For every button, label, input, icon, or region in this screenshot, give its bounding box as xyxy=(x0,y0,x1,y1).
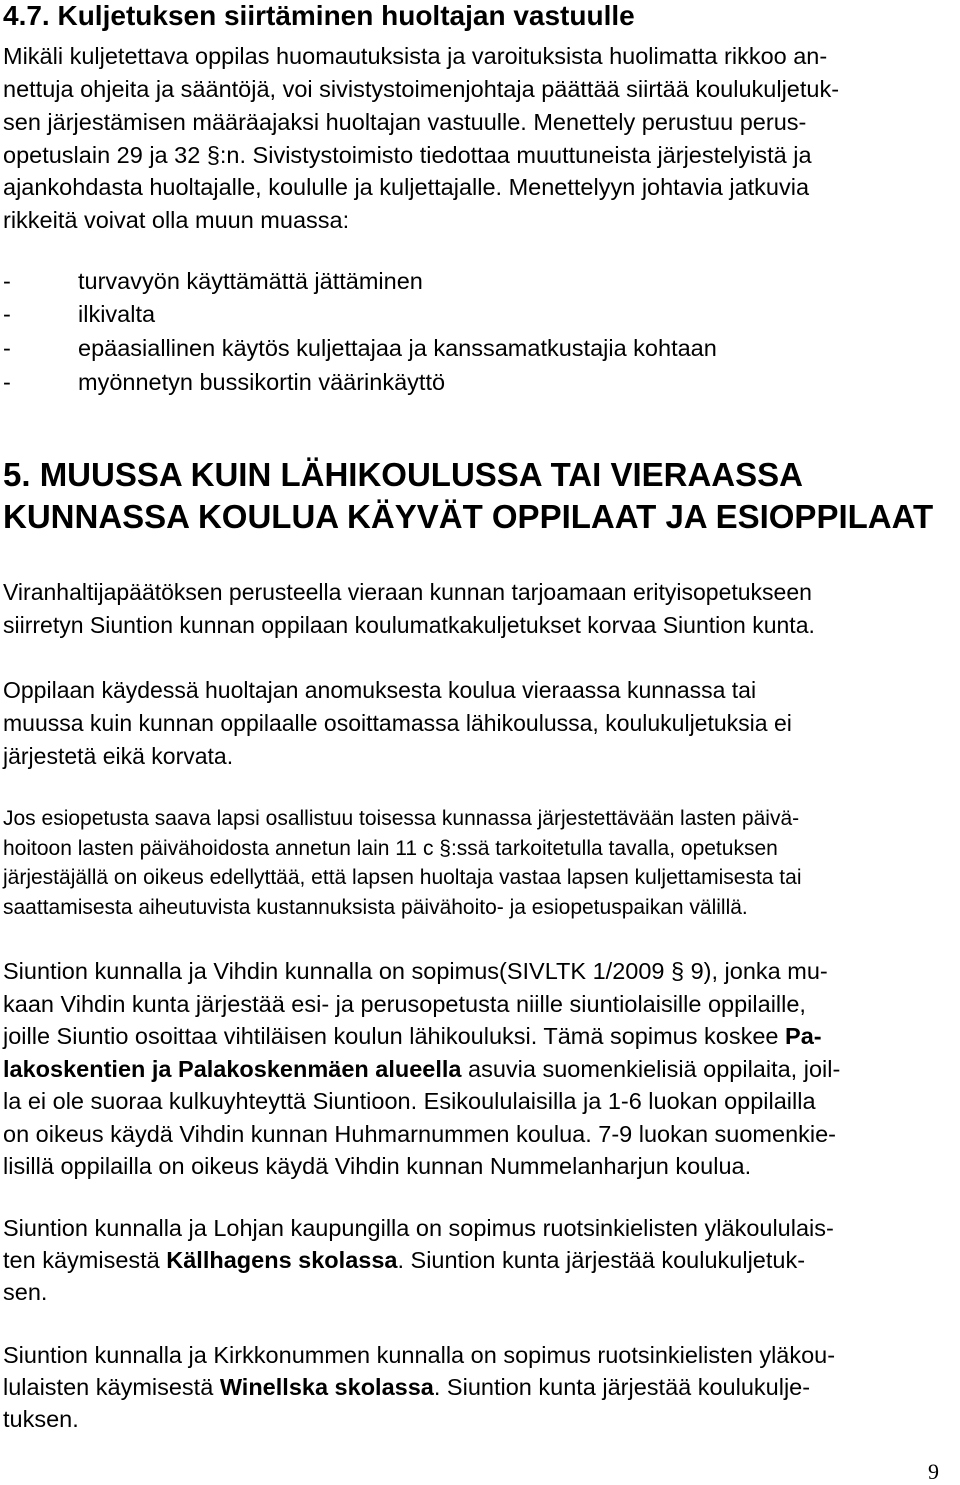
paragraph-line: Siuntion kunnalla ja Lohjan kaupungilla on sopimus ruotsinkielisten yläkoululais- xyxy=(3,1215,834,1241)
paragraph-line: sen järjestämisen määräajaksi huoltajan vastuulle. Menettely perustuu perus- xyxy=(3,109,807,135)
paragraph-line: kaan Vihdin kunta järjestää esi- ja perusopetusta niille siuntiolaisille oppilaille, xyxy=(3,991,806,1017)
paragraph-line: järjestäjällä on oikeus edellyttää, että lapsen huoltaja vastaa lapsen kuljettamisesta tai xyxy=(3,866,802,889)
paragraph-line: muussa kuin kunnan oppilaalle osoittamassa lähikoulussa, koulukuljetuksia ei xyxy=(3,710,792,736)
bold-text: Pa- xyxy=(785,1023,822,1049)
list-item: turvavyön käyttämättä jättäminen xyxy=(78,268,423,294)
paragraph-line: Jos esiopetusta saava lapsi osallistuu toisessa kunnassa järjestettävään lasten päivä- xyxy=(3,807,800,830)
paragraph-line: hoitoon lasten päivähoidosta annetun lain 11 c §:ssä tarkoitetulla tavalla, opetuksen xyxy=(3,837,778,860)
list-item: myönnetyn bussikortin väärinkäyttö xyxy=(78,369,446,395)
paragraph-line: Viranhaltijapäätöksen perusteella vieraan kunnan tarjoamaan erityisopetukseen xyxy=(3,579,812,605)
list-marker: - xyxy=(3,301,11,327)
list-marker: - xyxy=(3,369,11,395)
section-heading-5-line-1: 5. MUUSSA KUIN LÄHIKOULUSSA TAI VIERAASSA xyxy=(3,456,803,493)
paragraph-text: asuvia suomenkielisiä oppilaita, joil- xyxy=(461,1056,841,1082)
list-marker: - xyxy=(3,335,11,361)
paragraph-line: Siuntion kunnalla ja Kirkkonummen kunnalla on sopimus ruotsinkielisten yläkou- xyxy=(3,1342,836,1368)
paragraph-line: lisillä oppilailla on oikeus käydä Vihdin kunnan Nummelanharjun koulua. xyxy=(3,1153,752,1179)
paragraph-line xyxy=(3,1058,840,1082)
paragraph-line: nettuja ohjeita ja sääntöjä, voi sivistystoimenjohtaja päättää siirtää koulukuljetuk- xyxy=(3,76,840,102)
list-marker: - xyxy=(3,268,11,294)
paragraph-line: tuksen. xyxy=(3,1406,79,1432)
section-heading-4-7: 4.7. Kuljetuksen siirtäminen huoltajan vastuulle xyxy=(3,0,635,31)
paragraph-text: ten käymisestä xyxy=(3,1247,167,1273)
paragraph-line: saattamisesta aiheutuvista kustannuksista päivähoito- ja esiopetuspaikan välillä. xyxy=(3,896,748,919)
paragraph-line: on oikeus käydä Vihdin kunnan Huhmarnummen koulua. 7-9 luokan suomenkie- xyxy=(3,1121,837,1147)
paragraph-text: . Siuntion kunta järjestää koulukuljetuk- xyxy=(397,1247,806,1273)
paragraph-line: la ei ole suoraa kulkuyhteyttä Siuntioon. Esikoululaisilla ja 1-6 luokan oppilailla xyxy=(3,1088,816,1114)
paragraph-line xyxy=(3,1249,805,1273)
paragraph-text: lulaisten käymisestä xyxy=(3,1374,220,1400)
paragraph-text: . Siuntion kunta järjestää koulukulje- xyxy=(433,1374,811,1400)
paragraph-line: siirretyn Siuntion kunnan oppilaan koulumatkakuljetukset korvaa Siuntion kunta. xyxy=(3,612,815,638)
paragraph-line: Oppilaan käydessä huoltajan anomuksesta koulua vieraassa kunnassa tai xyxy=(3,677,757,703)
paragraph-line: ajankohdasta huoltajalle, koululle ja kuljettajalle. Menettelyyn johtavia jatkuvia xyxy=(3,174,810,200)
paragraph-line: Siuntion kunnalla ja Vihdin kunnalla on sopimus(SIVLTK 1/2009 § 9), jonka mu- xyxy=(3,958,828,984)
paragraph-line: rikkeitä voivat olla muun muassa: xyxy=(3,207,350,233)
list-item: epäasiallinen käytös kuljettajaa ja kanssamatkustajia kohtaan xyxy=(78,335,717,361)
paragraph-text: joille Siuntio osoittaa vihtiläisen koulun lähikouluksi. Tämä sopimus koskee xyxy=(3,1023,786,1049)
paragraph-line: sen. xyxy=(3,1279,48,1305)
paragraph-line xyxy=(3,1025,822,1049)
list-item: ilkivalta xyxy=(78,301,156,327)
bold-text: Källhagens skolassa xyxy=(166,1247,398,1273)
paragraph-line: Mikäli kuljetettava oppilas huomautuksista ja varoituksista huolimatta rikkoo an- xyxy=(3,43,828,69)
bold-text: lakoskentien ja Palakoskenmäen alueella xyxy=(3,1056,462,1082)
paragraph-line: järjestetä eikä korvata. xyxy=(3,743,234,769)
page-number: 9 xyxy=(928,1459,939,1484)
paragraph-line: opetuslain 29 ja 32 §:n. Sivistystoimisto tiedottaa muuttuneista järjestelyistä ja xyxy=(3,142,812,168)
bold-text: Winellska skolassa xyxy=(219,1374,434,1400)
paragraph-line xyxy=(3,1376,810,1400)
section-heading-5-line-2: KUNNASSA KOULUA KÄYVÄT OPPILAAT JA ESIOPPILAAT xyxy=(3,498,934,535)
